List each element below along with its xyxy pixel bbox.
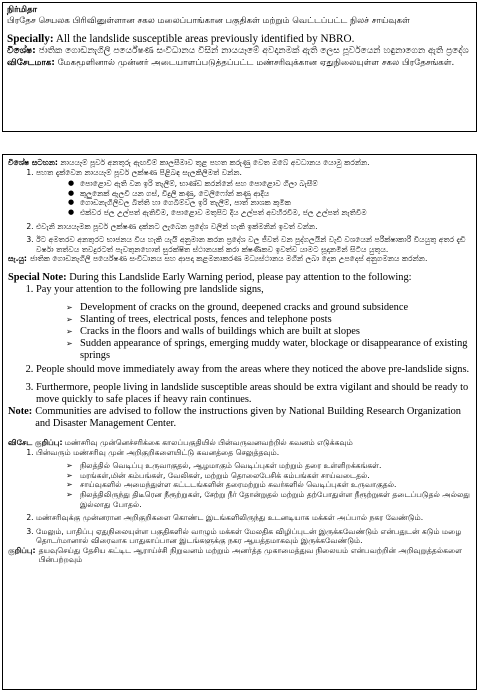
list-item bbox=[36, 168, 471, 218]
english-specially-text: All the landslide susceptible areas previously identified by NBRO. bbox=[55, 33, 355, 45]
list-item bbox=[36, 284, 471, 362]
sinhala-section bbox=[8, 158, 471, 264]
english-intro-text: During this Landslide Early Warning period, please pay attention to the following: bbox=[69, 271, 412, 283]
english-signs-list bbox=[36, 302, 471, 362]
english-note bbox=[8, 406, 471, 430]
tamil-signs-list bbox=[36, 461, 471, 509]
tamil-note-text: தயவுசெய்து தேசிய கட்டிட ஆராய்ச்சி நிறுவனம் மற்றும் அனர்த்த முகாமைத்துவ நிலையம் என்பவற்றின் அறிவுறுத்தல்களை பின்பற்றவும் bbox=[38, 545, 463, 565]
tamil-intro-text: மண்சரிவு முன்னெச்சரிக்கை காலப்பகுதியில் பின்வருவனவற்றில் கவனம் எடுக்கவும் bbox=[64, 437, 353, 447]
tamil-specially-label: விசேடமாக: bbox=[7, 57, 55, 68]
sinhala-signs-list bbox=[36, 179, 471, 217]
tamil-item-1: பின்வரும் மண்சரிவு முன் அறிகுறிகளையிட்டு கவனத்தை செலுத்தவும். bbox=[36, 447, 280, 457]
list-item: ➢ Development of cracks on the ground, deepened cracks and ground subsidence bbox=[80, 302, 471, 314]
english-intro bbox=[8, 272, 471, 284]
special-notes-box bbox=[2, 154, 477, 690]
sinhala-intro bbox=[8, 158, 471, 168]
english-section bbox=[8, 272, 471, 430]
tamil-note-label: விசேட குறிப்பு: bbox=[8, 437, 63, 447]
list-item: ➢ சாய்வுகளில் அமைந்துள்ள கட்டடங்களின் தரைமற்றும் சுவர்களில் வெடிப்புகள் உருவாகுதல். bbox=[80, 480, 471, 490]
tamil-intro bbox=[8, 438, 471, 448]
tamil-section bbox=[8, 438, 471, 565]
tamil-areas-line: பிரதேச செயலக பிரிவினுள்ளான சகல மலைப்பாங்கான பகுதிகள் மற்றும் வெட்டப்பட்ட நிலச் சாய்வுகள் bbox=[7, 16, 410, 26]
list-item: 3. ඊට අමතරව අනතුරට භාජනය විය හැකි යැයි අනුමාන කරන ප්‍රදේශ වල ජීවත් වන පුද්ගලයින් වැඩි වශයෙන් පරීක්ෂාකාරී වියයුතු අතර දැඩි වර්ෂා තත්වය තවදුරටත් පැවතුනහොත් සුරක්ෂිත ස්ථානයක් කරා ක්ෂණිකව ඉවත්ව යාමට සූදානමින් සිටිය යුතුය. bbox=[36, 235, 471, 254]
english-list bbox=[8, 284, 471, 406]
list-item: ➢ Slanting of trees, electrical posts, fences and telephone posts bbox=[80, 314, 471, 326]
tamil-list bbox=[8, 448, 471, 546]
sinhala-specially-line bbox=[7, 46, 472, 58]
sinhala-note-text: ජාතික ගොඩනැගිලි පර්යේෂණ සංවිධානය සහ ආපදා කළමනාකරණ මධ්‍යස්ථානය මගින් ලබා දෙන උපදෙස් අනුගමනය කරන්න. bbox=[29, 254, 428, 264]
sinhala-note-key: සැ.යු: bbox=[8, 254, 27, 264]
english-specially-label: Specially: bbox=[7, 33, 54, 45]
sinhala-specially-text: ජාතික ගොඩනැගිලි පර්යේෂණ සංවිධානය විසින් නායයෑමේ අවදානමක් ඇති ලෙස පූර්වයෙන් හඳුනාගෙන ඇති ප්‍රදේශ bbox=[38, 46, 469, 56]
list-item: ➢ நிலத்தில் வெடிப்பு உருவாகுதல், ஆழமாகும் வெடிப்புகள் மற்றும் தரை உள்ளிறக்கங்கள். bbox=[80, 461, 471, 471]
english-item-1: Pay your attention to the following pre landslide signs, bbox=[36, 283, 264, 295]
english-note-key: Note: bbox=[8, 405, 33, 417]
sinhala-item-1: පහත දැක්වෙන නායයෑම් පූර්ව ලක්ෂණ පිළිබඳ සැලකිලිමත් වන්න. bbox=[36, 167, 242, 177]
list-item: ● පොළොව ඇති වන ඉරි තැලීම්, භාණ්ඩ කරන්නේ සහ පොළොව ගිලා බැසීම් bbox=[80, 179, 471, 189]
english-note-text: Communities are advised to follow the instructions given by National Building Research Organization and Disaster Management Center. bbox=[35, 405, 461, 429]
list-item: ➢ நிலத்திலிருந்து திடீரென நீரூற்றுகள், சேற்று நீர் தோன்றுதல் மற்றும் தற்போதுள்ள நீரூற்றுகள் தடைப்படுதல் அல்லது இல்லாது போதல். bbox=[80, 490, 471, 509]
tamil-heading: நிர்மிதா bbox=[7, 5, 38, 15]
tamil-note bbox=[8, 546, 471, 565]
english-specially-line bbox=[7, 33, 472, 46]
sinhala-specially-label: විශේෂ: bbox=[7, 46, 36, 56]
sinhala-list bbox=[8, 168, 471, 255]
list-item bbox=[36, 448, 471, 510]
affected-areas-box bbox=[2, 2, 477, 132]
list-item: 2. එවැනි නායයෑමක පූර්ව ලක්ෂණ දක්නට ලැබෙන ප්‍රදේශ වලින් හැකි ඉක්මනින් ඉවත් වන්න. bbox=[36, 222, 471, 232]
list-item: ● එක්වර ජල උල්පත් ඇතිවීම, පොළොව මතුපිට දිය උල්පත් අවහිරවීම, ජල උල්පත් නැතිවීම bbox=[80, 208, 471, 218]
list-item: 3. Furthermore, people living in landslide susceptible areas should be extra vigilant and should be ready to move quickly to safe places if heavy rain continues. bbox=[36, 382, 471, 406]
list-item: 2. மண்சரிவுக்கு முன்னரான அறிகுறிகளை கொண்ட இடங்களிலிருந்து உடனடியாக மக்கள் அப்பால் நகர வேண்டும். bbox=[36, 513, 471, 523]
list-item: 3. மேலும், பாதிப்பு ஏதுநிலையுள்ள பகுதிகளில் வாழும் மக்கள் மேலதிக விழிப்புடன் இருக்கவேண்டும் என்பதுடன் கடும் மழை தொடர்மானால் விரைவாக பாதுகாப்பான இடங்களுக்கு நகர ஆயத்தமாகவும் இருக்கவேண்டும். bbox=[36, 527, 471, 546]
list-item: 2. People should move immediately away from the areas where they noticed the above pre-landslide signs. bbox=[36, 364, 471, 376]
list-item: ● කුලුනෙක් ඇලවී යන ගස්, විදුලි කණු, ටෙලිෆෝන් කණු ආදිය bbox=[80, 189, 471, 199]
sinhala-note bbox=[8, 254, 471, 264]
sinhala-note-label: විශේෂ සටහන: bbox=[8, 158, 58, 167]
list-item: ➢ Cracks in the floors and walls of buildings which are built at slopes bbox=[80, 326, 471, 338]
list-item: ➢ Sudden appearance of springs, emerging muddy water, blockage or disappearance of existing springs bbox=[80, 338, 471, 362]
tamil-specially-line bbox=[7, 58, 472, 69]
list-item: ➢ மரங்கள்,மின் கம்பங்கள், வேலிகள், மற்றும் தொலைபேசிக் கம்பங்கள் சாய்வடைதல். bbox=[80, 471, 471, 481]
tamil-specially-text: மேகமூளினால் முன்னர் அடையாளப்படுத்தப்பட்ட மண்சரிவுக்கான ஏதுநிலையுள்ள சகல பிரதேசங்கள். bbox=[57, 57, 455, 68]
english-note-label: Special Note: bbox=[8, 271, 67, 283]
sinhala-intro-text: නායයෑම් පූර්ව අනතුරු ඇඟවීම් කාලසීමාව තුළ පහත කරුණු වෙත ඔබේ අවධානය යොමු කරන්න. bbox=[60, 158, 370, 167]
tamil-note-key: குறிப்பு: bbox=[8, 545, 36, 555]
list-item: ● ගොඩනැගිලිවල බිත්ති හා ගෙබිම්වල ඉරි තැලීම්, පාත් නාශක කුමික bbox=[80, 198, 471, 208]
